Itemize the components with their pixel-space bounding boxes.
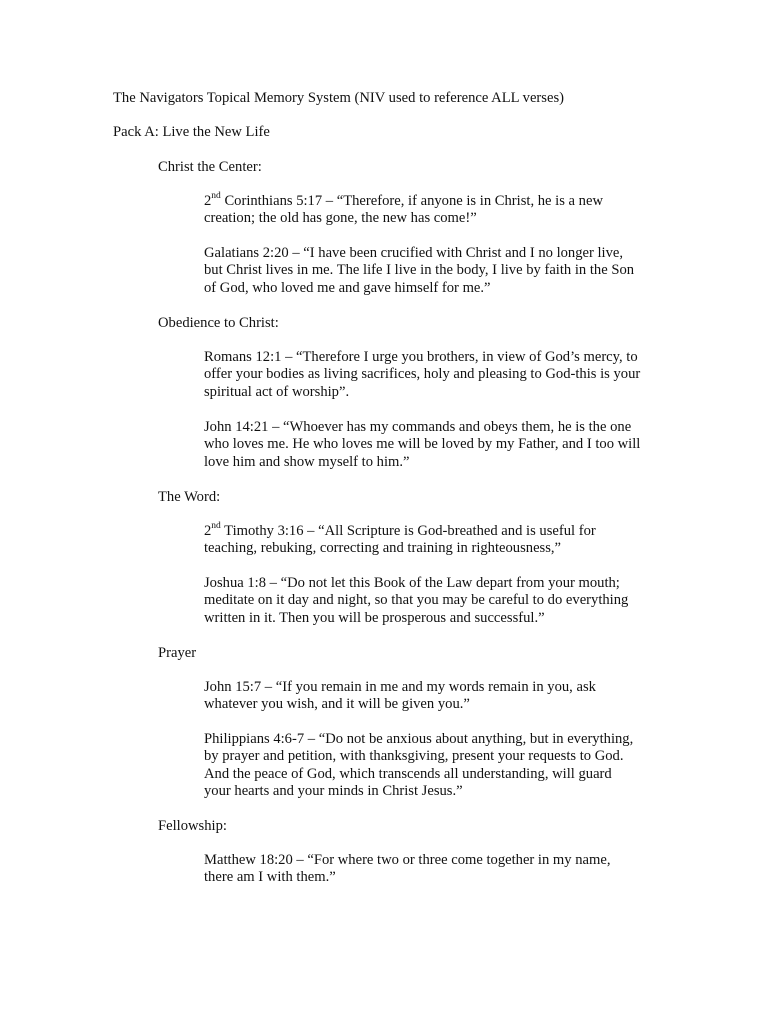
section-heading-prayer: Prayer	[158, 645, 197, 661]
verse-matthew-18-20: Matthew 18:20 – “For where two or three come together in my name, there am I with them.”	[204, 852, 611, 886]
verse-john-14-21: John 14:21 – “Whoever has my commands and obeys them, he is the one who loves me. He who loves me will be loved by my Father, and I too will love him and show myself to him.”	[204, 419, 641, 470]
verse-ordinal: 2	[204, 193, 212, 209]
verse-text: Corinthians 5:17 – “Therefore, if anyone is in Christ, he is a new creation; the old has gone, the new has come!”	[204, 193, 603, 227]
document-title: The Navigators Topical Memory System (NIV used to reference ALL verses)	[113, 90, 564, 106]
verse-ordinal-suffix: nd	[211, 521, 221, 532]
verse-text: Timothy 3:16 – “All Scripture is God-breathed and is useful for teaching, rebuking, correcting and training in righteousness,”	[204, 523, 596, 557]
pack-heading: Pack A: Live the New Life	[113, 124, 270, 140]
verse-ordinal-suffix: nd	[211, 191, 221, 202]
section-heading-christ-the-center: Christ the Center:	[158, 159, 262, 175]
section-heading-obedience-to-christ: Obedience to Christ:	[158, 315, 279, 331]
verse-2-timothy-3-16	[204, 523, 664, 558]
verse-ordinal: 2	[204, 523, 212, 539]
verse-philippians-4-6-7: Philippians 4:6-7 – “Do not be anxious about anything, but in everything, by prayer and petition, with thanksgiving, present your requests to God. And the peace of God, which transcends all understanding, will guard your hearts and your minds in Christ Jesus.”	[204, 731, 634, 800]
verse-joshua-1-8: Joshua 1:8 – “Do not let this Book of the Law depart from your mouth; meditate on it day and night, so that you may be careful to do everything written in it. Then you will be prosperous and successful.”	[204, 575, 629, 626]
section-heading-fellowship: Fellowship:	[158, 818, 227, 834]
section-heading-the-word: The Word:	[158, 489, 221, 505]
verse-romans-12-1: Romans 12:1 – “Therefore I urge you brothers, in view of God’s mercy, to offer your bodies as living sacrifices, holy and pleasing to God-this is your spiritual act of worship”.	[204, 349, 641, 400]
verse-2-corinthians-5-17	[204, 193, 664, 228]
verse-john-15-7: John 15:7 – “If you remain in me and my words remain in you, ask whatever you wish, and it will be given you.”	[204, 679, 596, 713]
verse-galatians-2-20: Galatians 2:20 – “I have been crucified with Christ and I no longer live, but Christ lives in me. The life I live in the body, I live by faith in the Son of God, who loved me and gave himself for me.”	[204, 245, 635, 296]
